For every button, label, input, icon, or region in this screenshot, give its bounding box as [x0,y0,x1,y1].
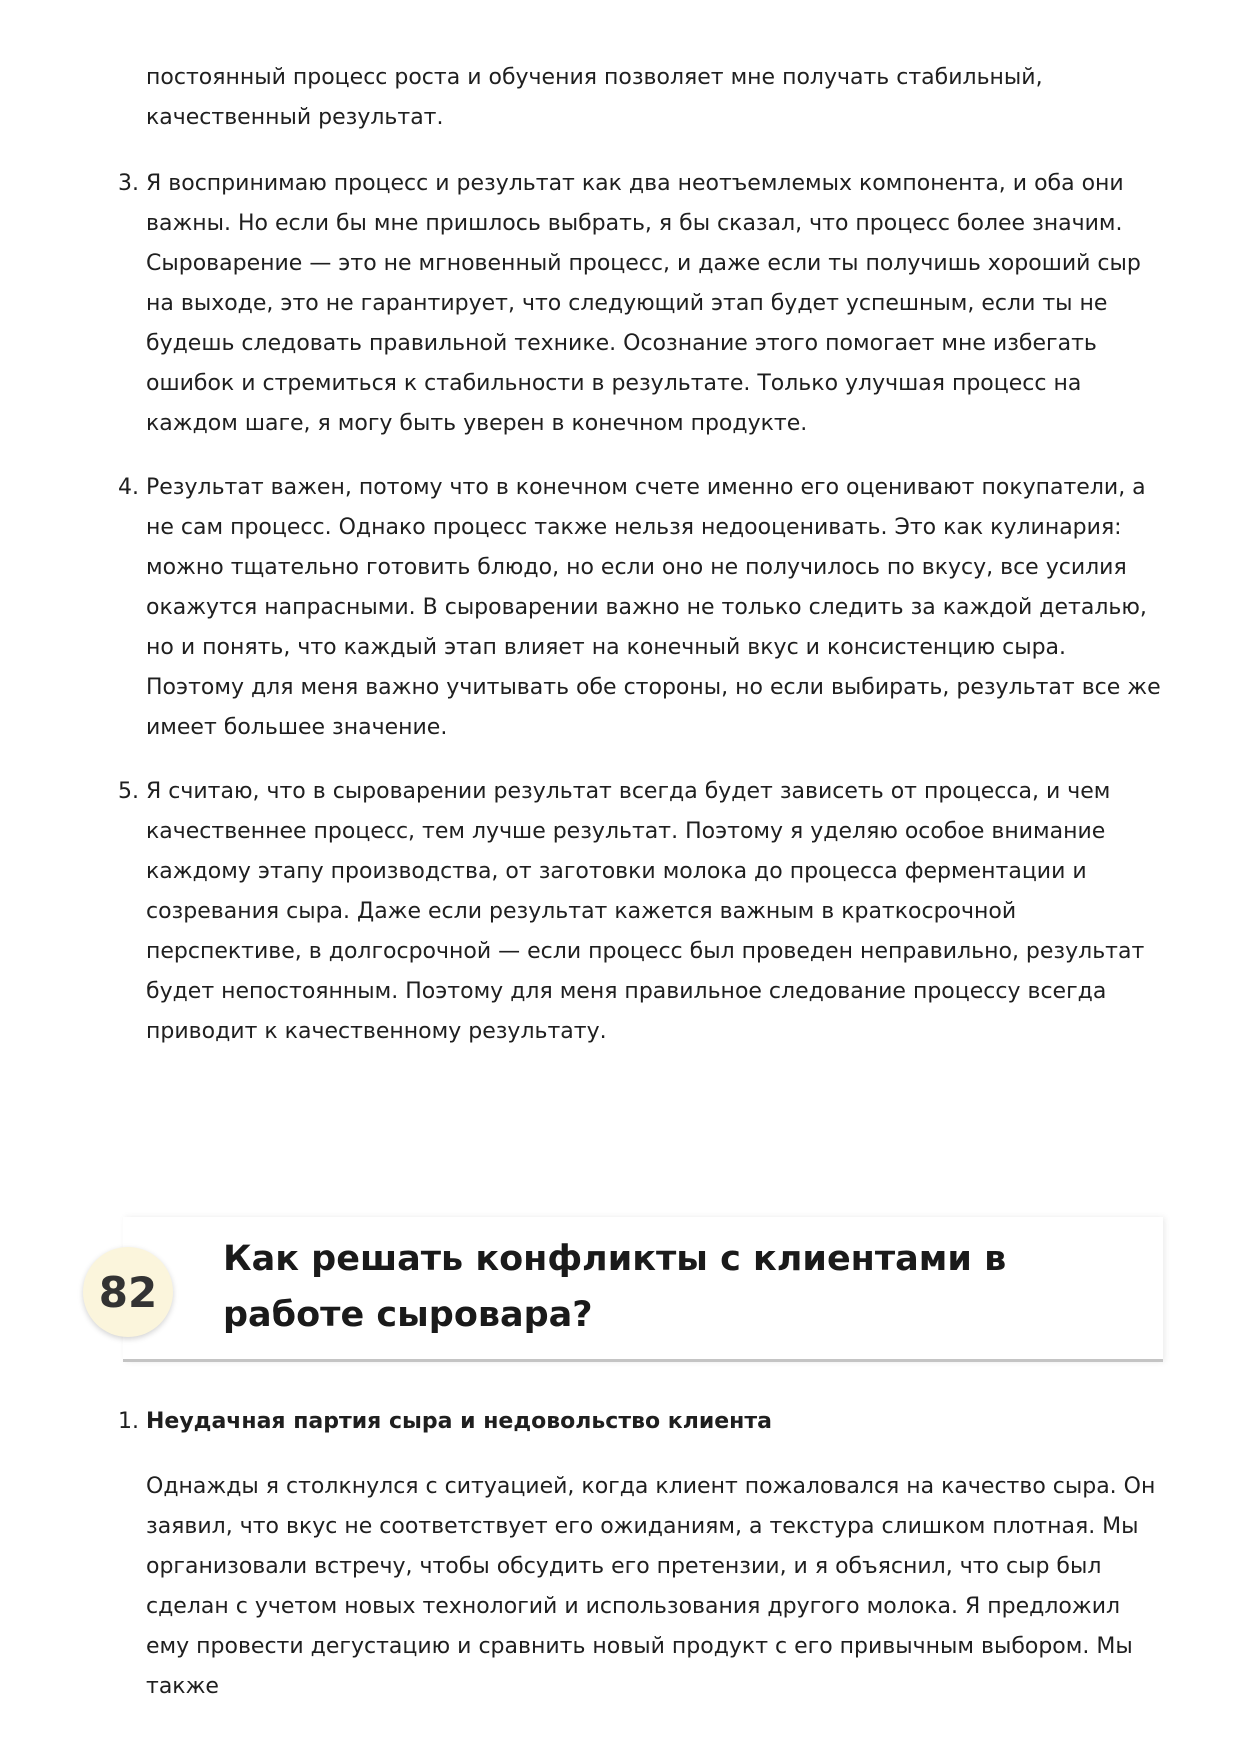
answer-item [118,164,1166,444]
answer-number: 5. [118,779,139,804]
sub-item-number: 1. [118,1409,139,1434]
question-title: Как решать конфликты с клиентами в работе сыровара? [223,1239,1007,1335]
question-header [83,1217,1163,1359]
sub-item-title: Неудачная партия сыра и недовольство клиента [146,1409,772,1434]
answer-item [118,468,1166,748]
question-number-badge: 82 [83,1247,173,1337]
story-paragraph: Однажды я столкнулся с ситуацией, когда клиент пожаловался на качество сыра. Он заявил, что вкус не соответствует его ожиданиям, а текстура слишком плотная. Мы организовали встречу, чтобы обсудить его претензии, и я объяснил, что сыр был сделан с учетом новых технологий и использования другого молока. Я предложил ему провести дегустацию и сравнить новый продукт с его привычным выбором. Мы также [146,1474,1156,1699]
intro-paragraph: постоянный процесс роста и обучения позволяет мне получать стабильный, качественный результат. [146,65,1043,130]
sub-item-heading [118,1402,1166,1442]
answer-text: Результат важен, потому что в конечном счете именно его оценивают покупатели, а не сам процесс. Однако процесс также нельзя недооценивать. Это как кулинария: можно тщательно готовить блюдо, но если оно не получилось по вкусу, все усилия окажутся напрасными. В сыроварении важно не только следить за каждой деталью, но и понять, что каждый этап влияет на конечный вкус и консистенцию сыра. Поэтому для меня важно учитывать обе стороны, но если выбирать, результат все же имеет большее значение. [146,475,1161,740]
answers-list [118,164,1166,1076]
answer-number: 4. [118,475,139,500]
answer-number: 3. [118,171,139,196]
answer-item [118,772,1166,1052]
answer-text: Я считаю, что в сыроварении результат всегда будет зависеть от процесса, и чем качественнее процесс, тем лучше результат. Поэтому я уделяю особое внимание каждому этапу производства, от заготовки молока до процесса ферментации и созревания сыра. Даже если результат кажется важным в краткосрочной перспективе, в долгосрочной — если процесс был проведен неправильно, результат будет непостоянным. Поэтому для меня правильное следование процессу всегда приводит к качественному результату. [146,779,1145,1044]
answer-text: Я воспринимаю процесс и результат как два неотъемлемых компонента, и оба они важны. Но если бы мне пришлось выбрать, я бы сказал, что процесс более значим. Сыроварение — это не мгновенный процесс, и даже если ты получишь хороший сыр на выходе, это не гарантирует, что следующий этап будет успешным, если ты не будешь следовать правильной технике. Осознание этого помогает мне избегать ошибок и стремиться к стабильности в результате. Только улучшая процесс на каждом шаге, я могу быть уверен в конечном продукте. [146,171,1141,436]
